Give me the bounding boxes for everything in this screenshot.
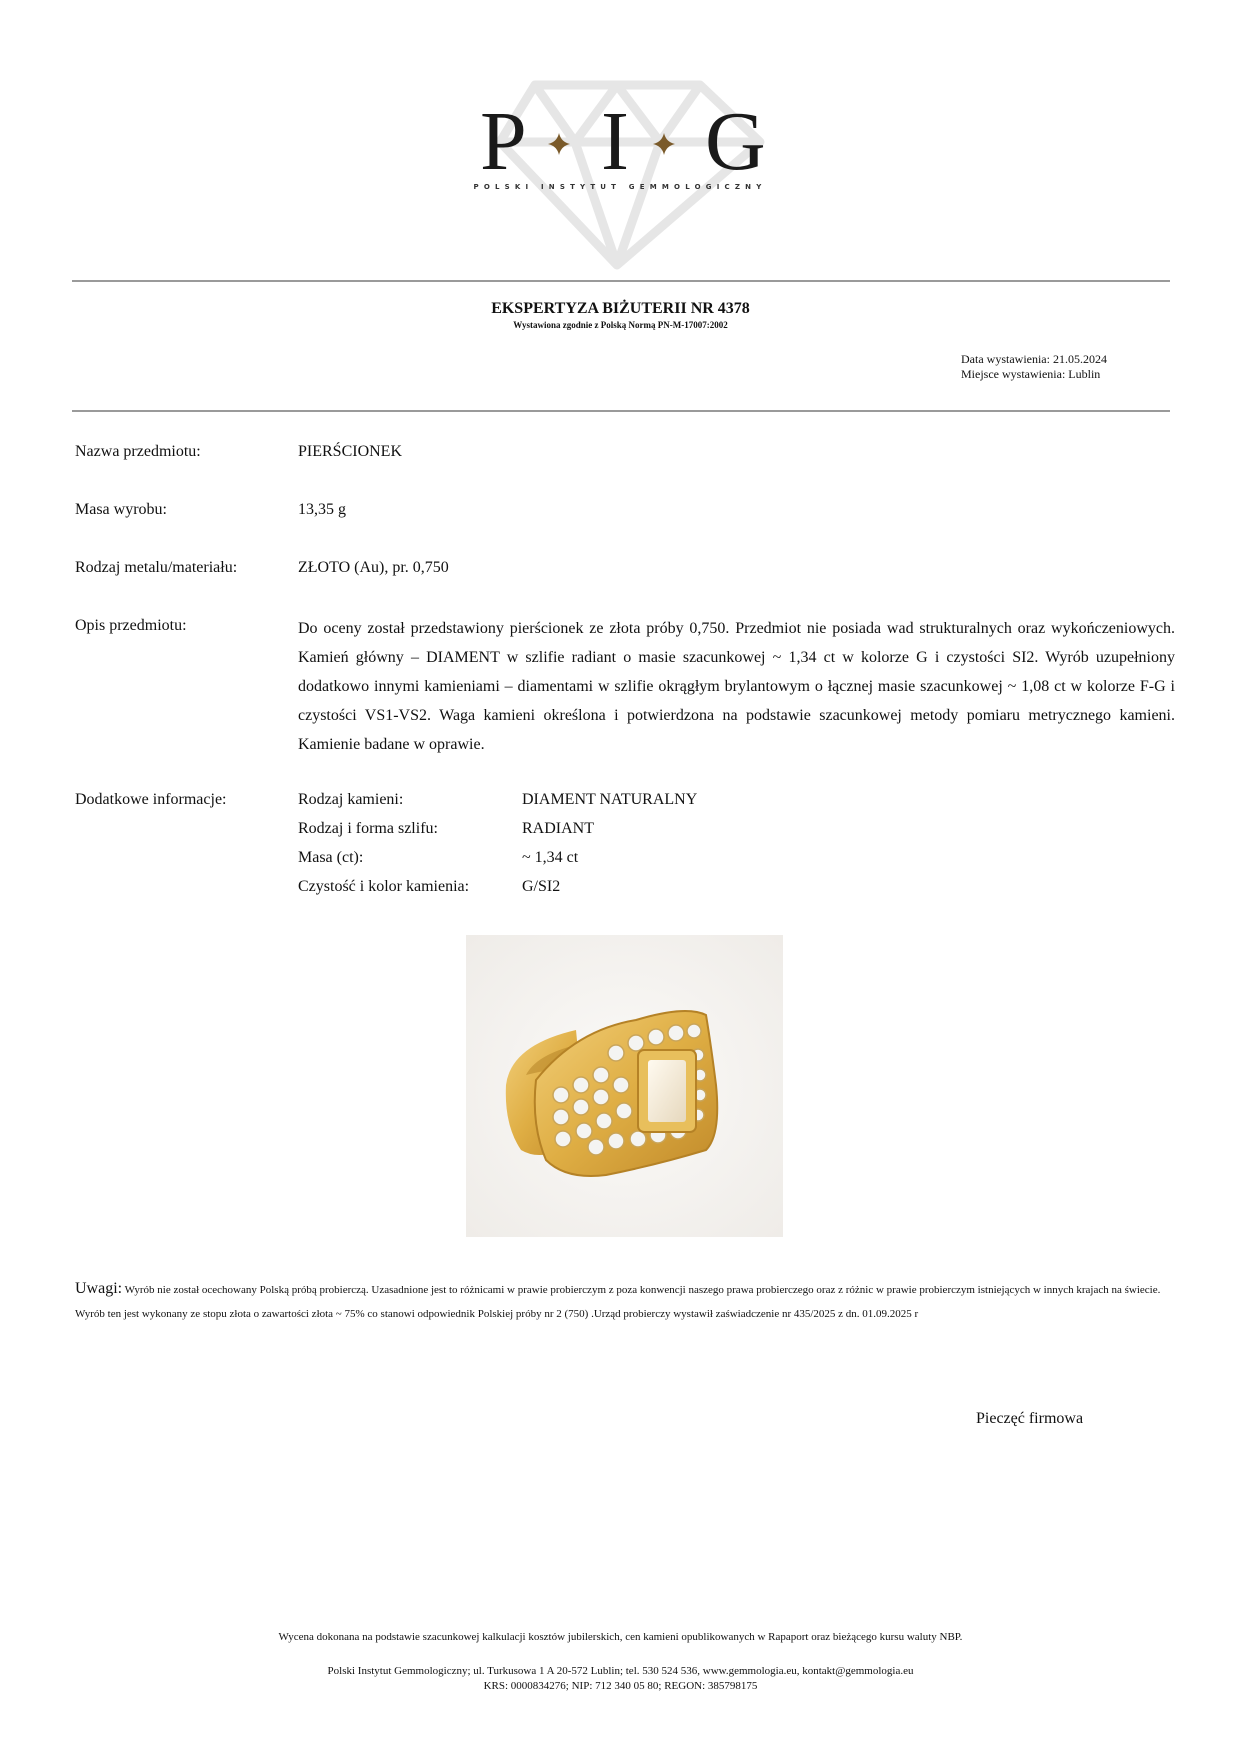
document-title: EKSPERTYZA BIŻUTERII NR 4378 [491,300,750,317]
divider-top [72,280,1170,282]
company-stamp-label: Pieczęć firmowa [976,1410,1084,1427]
notes-text: Wyrób nie został ocechowany Polską próbą probierczą. Uzasadnione jest to różnicami w prawie probierczym z poza konwencji naszego prawa probierczego oraz z różnic w prawie probierczym istniejących w innych krajach na świecie. Wyrób ten jest wykonany ze stopu złota o zawartości złota ~ 75% co stanowi odpowiednik Polskiej próby nr 2 (750) .Urząd probierczy wystawił zaświadczenie nr 435/2025 z dn. 01.09.2025 r [75,1284,1161,1320]
ring-photo [466,935,783,1237]
field-value-mass: 13,35 g [298,501,346,518]
additional-row-value: DIAMENT NATURALNY [522,791,698,808]
additional-row-value: G/SI2 [522,878,561,895]
notes-section [75,1277,1165,1326]
footer-registry: KRS: 0000834276; NIP: 712 340 05 80; REGON: 385798175 [483,1680,758,1692]
logo-letter-p: P [480,95,527,188]
logo-subtitle: POLSKI INSTYTUT GEMMOLOGICZNY [473,183,767,191]
field-label-item-name: Nazwa przedmiotu: [75,443,201,460]
additional-row-value: RADIANT [522,820,594,837]
footer-valuation-note: Wycena dokonana na podstawie szacunkowej kalkulacji kosztów jubilerskich, cen kamieni opublikowanych w Rapaport oraz bieżącego kursu waluty NBP. [278,1631,963,1643]
ring-image-icon [466,935,783,1237]
star-ornament-icon [548,133,570,155]
issue-place: Miejsce wystawienia: Lublin [961,367,1101,381]
logo-letter-i: I [601,95,629,188]
additional-row-label: Rodzaj i forma szlifu: [298,820,438,837]
field-label-metal: Rodzaj metalu/materiału: [75,559,238,576]
field-label-description: Opis przedmiotu: [75,617,187,634]
document-subtitle: Wystawiona zgodnie z Polską Normą PN-M-17007:2002 [513,320,728,330]
notes-heading: Uwagi: [75,1280,123,1297]
footer-address: Polski Instytut Gemmologiczny; ul. Turkusowa 1 A 20-572 Lublin; tel. 530 524 536, www.gemmologia.eu, kontakt@gemmologia.eu [327,1665,914,1677]
field-label-mass: Masa wyrobu: [75,501,167,518]
field-value-item-name: PIERŚCIONEK [298,443,403,460]
additional-row-value: ~ 1,34 ct [522,849,579,866]
additional-row-label: Masa (ct): [298,849,364,866]
field-value-metal: ZŁOTO (Au), pr. 0,750 [298,559,449,576]
star-ornament-icon [653,133,675,155]
field-value-description: Do oceny został przedstawiony pierścionek ze złota próby 0,750. Przedmiot nie posiada wad strukturalnych oraz wykończeniowych. Kamień główny – DIAMENT w szlifie radiant o masie szacunkowej ~ 1,34 ct w kolorze G i czystości SI2. Wyrób uzupełniony dodatkowo innymi kamieniami – diamentami w szlifie okrągłym brylantowym o łącznej masie szacunkowej ~ 1,08 ct w kolorze F-G i czystości VS1-VS2. Waga kamieni określona i potwierdzona na podstawie szacunkowej metody pomiaru metrycznego kamieni. Kamienie badane w oprawie. [298,620,1175,753]
additional-row-label: Czystość i kolor kamienia: [298,878,470,895]
logo-letter-g: G [705,95,766,188]
field-label-additional: Dodatkowe informacje: [75,791,227,808]
additional-row-label: Rodzaj kamieni: [298,791,404,808]
divider-bottom [72,410,1170,412]
issue-date: Data wystawienia: 21.05.2024 [961,352,1107,366]
